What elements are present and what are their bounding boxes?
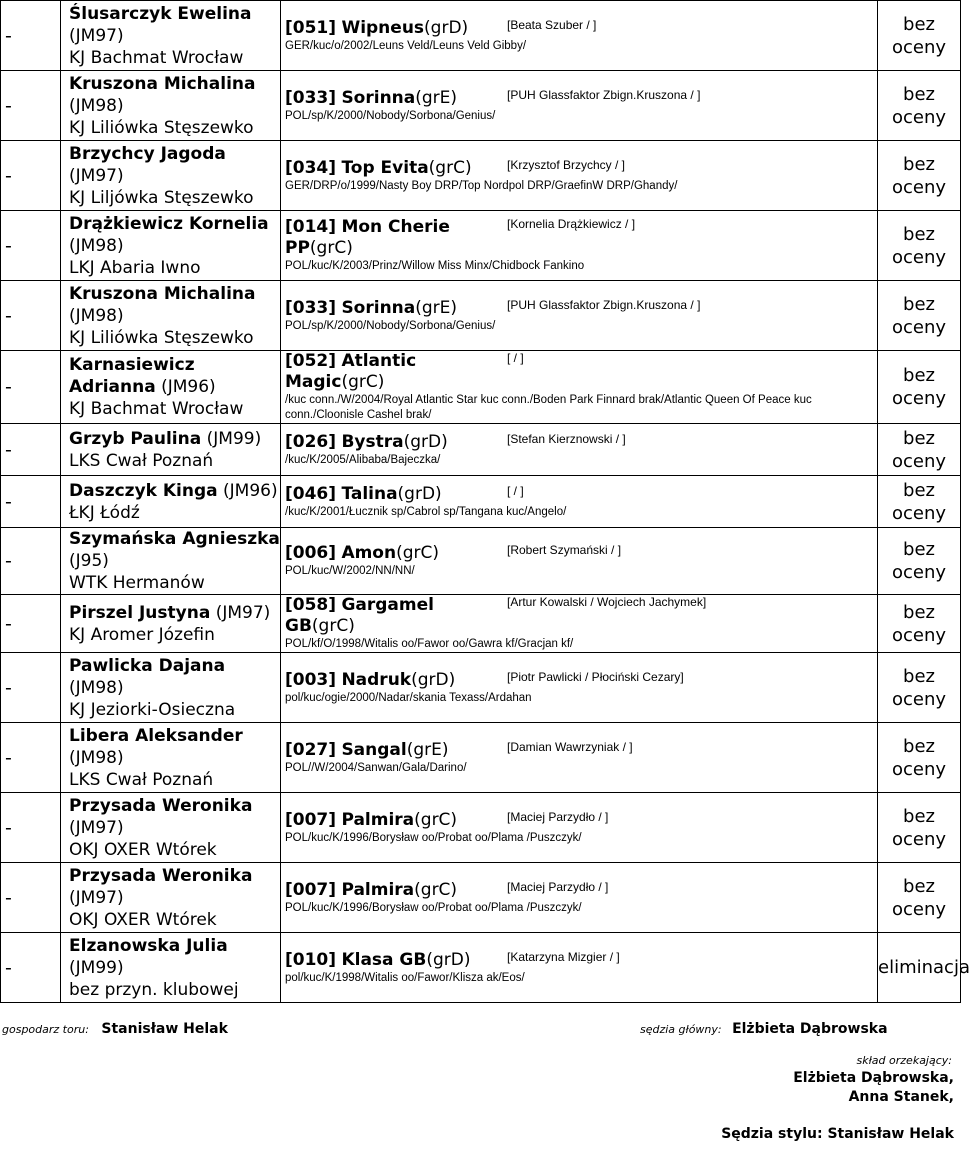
rider-name: Brzychcy Jagoda — [69, 143, 226, 164]
dash-mark: - — [5, 24, 12, 47]
table-row — [1, 281, 961, 351]
horse-title — [285, 484, 507, 505]
table-row — [1, 723, 961, 793]
rider-cell — [61, 595, 281, 653]
horse-pedigree: POL/kuc/W/2002/NN/NN/ — [285, 565, 415, 577]
horse-owner: [Damian Wawrzyniak / ] — [507, 739, 633, 754]
horse-cell — [281, 528, 878, 595]
rider-cell — [61, 71, 281, 141]
rider-club: LKS Cwał Poznań — [69, 450, 214, 471]
rider-cell — [61, 211, 281, 281]
rider-club: KJ Liliówka Stęszewko — [69, 327, 254, 348]
table-row — [1, 933, 961, 1003]
horse-owner: [Maciej Parzydło / ] — [507, 809, 609, 824]
horse-title — [285, 217, 507, 259]
horse-title — [285, 432, 507, 453]
score-value: bez oceny — [891, 223, 947, 268]
dash-mark: - — [5, 746, 12, 769]
horse-pedigree: /kuc conn./W/2004/Royal Atlantic Star kuc conn./Boden Park Finnard brak/Atlantic Queen Of Peace kuc conn./Cloonisle Cashel brak/ — [285, 394, 812, 421]
horse-cell — [281, 1, 878, 71]
horse-owner: [Beata Szuber / ] — [507, 17, 597, 32]
horse-number: [033] — [285, 297, 337, 318]
horse-number: [014] — [285, 217, 337, 237]
rider-name: Przysada Weronika — [69, 865, 253, 886]
horse-number: [033] — [285, 87, 337, 108]
horse-class: (grD) — [411, 669, 456, 690]
rider-class: (JM97) — [215, 602, 271, 623]
horse-title — [285, 950, 507, 971]
score-cell — [878, 933, 970, 1003]
horse-number: [046] — [285, 483, 337, 504]
jury-member-2: Anna Stanek, — [848, 1089, 954, 1105]
dash-mark: - — [5, 94, 12, 117]
dash-mark: - — [5, 550, 12, 572]
score-value: bez oceny — [891, 539, 947, 583]
horse-name: Wipneus — [341, 17, 425, 38]
horse-cell — [281, 595, 878, 653]
score-value: bez oceny — [891, 735, 947, 780]
horse-name: Sorinna — [341, 297, 416, 318]
score-cell — [878, 1, 961, 71]
row-dash — [1, 528, 61, 595]
score-cell — [878, 141, 961, 211]
horse-class: (grD) — [426, 949, 471, 970]
score-cell — [878, 793, 961, 863]
horse-pedigree: POL/sp/K/2000/Nobody/Sorbona/Genius/ — [285, 109, 496, 122]
horse-cell — [281, 351, 878, 424]
row-dash — [1, 71, 61, 141]
rider-name: Karnasiewicz Adrianna — [69, 355, 195, 397]
horse-name: Sangal — [341, 739, 407, 760]
horse-title — [285, 880, 507, 901]
rider-name: Kruszona Michalina — [69, 283, 256, 304]
rider-cell — [61, 351, 281, 424]
horse-cell — [281, 281, 878, 351]
score-value: bez oceny — [891, 83, 947, 128]
score-value: bez oceny — [891, 427, 947, 472]
table-row — [1, 141, 961, 211]
horse-owner: [Stefan Kierznowski / ] — [507, 431, 626, 446]
row-dash — [1, 793, 61, 863]
rider-name: Grzyb Paulina — [69, 428, 202, 449]
rider-cell — [61, 793, 281, 863]
row-dash — [1, 653, 61, 723]
horse-pedigree: pol/kuc/ogie/2000/Nadar/skania Texass/Ardahan — [285, 691, 532, 704]
horse-cell — [281, 863, 878, 933]
score-value: bez oceny — [891, 293, 947, 338]
score-cell — [878, 595, 961, 653]
table-row — [1, 653, 961, 723]
dash-mark: - — [5, 234, 12, 257]
horse-name: Nadruk — [341, 669, 412, 690]
rider-cell — [61, 933, 281, 1003]
score-value: eliminacja — [878, 957, 970, 978]
chief-judge-name: Elżbieta Dąbrowska — [732, 1021, 888, 1037]
rider-cell — [61, 281, 281, 351]
dash-mark: - — [5, 304, 12, 327]
score-cell — [878, 211, 961, 281]
course-host — [2, 1021, 228, 1037]
rider-name: Daszczyk Kinga — [69, 480, 218, 501]
rider-name: Pawlicka Dajana — [69, 655, 226, 676]
dash-mark: - — [5, 886, 12, 909]
score-value: bez oceny — [891, 365, 947, 409]
rider-class: (JM98) — [69, 747, 124, 768]
rider-club: bez przyn. klubowej — [69, 979, 239, 1000]
rider-cell — [61, 723, 281, 793]
horse-name: Sorinna — [341, 87, 416, 108]
dash-mark: - — [5, 376, 12, 398]
horse-pedigree: POL/kf/O/1998/Witalis oo/Fawor oo/Gawra kf/Gracjan kf/ — [285, 638, 574, 650]
horse-class: (grE) — [406, 739, 449, 760]
dash-mark: - — [5, 612, 12, 635]
horse-class: (grC) — [311, 616, 355, 636]
horse-owner: [Piotr Pawlicki / Płociński Cezary] — [507, 669, 684, 684]
horse-class: (grC) — [341, 372, 385, 392]
table-row — [1, 528, 961, 595]
score-cell — [878, 528, 961, 595]
row-dash — [1, 933, 61, 1003]
rider-class: (JM96) — [223, 480, 278, 501]
rider-name: Elzanowska Julia — [69, 935, 228, 956]
horse-number: [027] — [285, 739, 337, 760]
horse-pedigree: POL//W/2004/Sanwan/Gala/Darino/ — [285, 761, 467, 774]
horse-cell — [281, 653, 878, 723]
score-value: bez oceny — [891, 805, 947, 850]
score-cell — [878, 653, 961, 723]
horse-name: Klasa GB — [341, 949, 427, 970]
horse-number: [058] — [285, 595, 337, 615]
horse-pedigree: POL/sp/K/2000/Nobody/Sorbona/Genius/ — [285, 319, 496, 332]
rider-name: Drążkiewicz Kornelia — [69, 213, 269, 234]
horse-name: Top Evita — [341, 157, 429, 178]
row-dash — [1, 211, 61, 281]
dash-mark: - — [5, 676, 12, 699]
horse-number: [026] — [285, 431, 337, 452]
rider-class: (J95) — [69, 551, 109, 571]
horse-pedigree: POL/kuc/K/2003/Prinz/Willow Miss Minx/Chidbock Fankino — [285, 260, 585, 272]
row-dash — [1, 424, 61, 476]
rider-name: Kruszona Michalina — [69, 73, 256, 94]
horse-pedigree: /kuc/K/2001/Łucznik sp/Cabrol sp/Tangana kuc/Angelo/ — [285, 505, 567, 518]
table-row — [1, 211, 961, 281]
rider-club: WTK Hermanów — [69, 573, 205, 593]
horse-pedigree: pol/kuc/K/1998/Witalis oo/Fawor/Klisza ak/Eos/ — [285, 971, 525, 984]
horse-title — [285, 670, 507, 691]
score-cell — [878, 723, 961, 793]
horse-title — [285, 595, 507, 637]
horse-class: (grC) — [414, 809, 458, 830]
horse-number: [007] — [285, 879, 337, 900]
rider-cell — [61, 424, 281, 476]
row-dash — [1, 476, 61, 528]
horse-number: [051] — [285, 17, 337, 38]
style-judge: Sędzia stylu: Stanisław Helak — [721, 1126, 954, 1142]
dash-mark: - — [5, 816, 12, 839]
rider-cell — [61, 141, 281, 211]
score-cell — [878, 424, 961, 476]
horse-owner: [ / ] — [507, 483, 524, 498]
table-row — [1, 793, 961, 863]
horse-name: Amon — [341, 543, 397, 563]
row-dash — [1, 1, 61, 71]
horse-title — [285, 543, 507, 564]
table-row — [1, 476, 961, 528]
horse-owner: [Maciej Parzydło / ] — [507, 879, 609, 894]
dash-mark: - — [5, 438, 12, 461]
horse-class: (grC) — [414, 879, 458, 900]
horse-cell — [281, 424, 878, 476]
horse-owner: [Robert Szymański / ] — [507, 543, 622, 557]
horse-owner: [Katarzyna Mizgier / ] — [507, 949, 620, 964]
rider-class: (JM97) — [69, 817, 124, 838]
score-value: bez oceny — [891, 13, 947, 58]
chief-judge — [640, 1021, 888, 1037]
rider-club: KJ Liljówka Stęszewko — [69, 187, 254, 208]
rider-class: (JM97) — [69, 887, 124, 908]
rider-club: ŁKJ Łódź — [69, 502, 140, 523]
rider-cell — [61, 1, 281, 71]
row-dash — [1, 863, 61, 933]
horse-cell — [281, 793, 878, 863]
horse-cell — [281, 141, 878, 211]
horse-cell — [281, 723, 878, 793]
rider-club: KJ Liliówka Stęszewko — [69, 117, 254, 138]
horse-owner: [PUH Glassfaktor Zbign.Kruszona / ] — [507, 297, 701, 312]
horse-number: [006] — [285, 543, 337, 563]
horse-number: [010] — [285, 949, 337, 970]
horse-cell — [281, 476, 878, 528]
score-cell — [878, 71, 961, 141]
horse-class: (grD) — [403, 431, 448, 452]
horse-name: Talina — [341, 483, 398, 504]
score-value: bez oceny — [891, 665, 947, 710]
rider-cell — [61, 653, 281, 723]
dash-mark: - — [5, 490, 12, 513]
rider-class: (JM97) — [69, 25, 124, 46]
score-value: bez oceny — [891, 875, 947, 920]
horse-pedigree: GER/kuc/o/2002/Leuns Veld/Leuns Veld Gibby/ — [285, 39, 527, 52]
row-dash — [1, 595, 61, 653]
score-value: bez oceny — [891, 153, 947, 198]
jury-member-1: Elżbieta Dąbrowska, — [793, 1070, 954, 1086]
rider-club: KJ Jeziorki-Osieczna — [69, 699, 236, 720]
table-row — [1, 71, 961, 141]
horse-number: [052] — [285, 351, 337, 371]
jury-label: skład orzekający: — [856, 1054, 952, 1067]
score-cell — [878, 281, 961, 351]
results-body — [1, 1, 970, 1003]
horse-title — [285, 298, 507, 319]
rider-club: LKS Cwał Poznań — [69, 769, 214, 790]
score-value: bez oceny — [891, 479, 947, 524]
rider-class: (JM98) — [69, 305, 124, 326]
dash-mark: - — [5, 164, 12, 187]
horse-number: [007] — [285, 809, 337, 830]
rider-class: (JM99) — [69, 957, 124, 978]
rider-name: Przysada Weronika — [69, 795, 253, 816]
course-host-name: Stanisław Helak — [101, 1021, 228, 1037]
horse-name: Atlantic Magic — [285, 351, 417, 392]
rider-club: KJ Bachmat Wrocław — [69, 47, 244, 68]
horse-pedigree: /kuc/K/2005/Alibaba/Bajeczka/ — [285, 453, 441, 466]
horse-title — [285, 810, 507, 831]
score-value: bez oceny — [891, 601, 947, 646]
rider-class: (JM97) — [69, 165, 124, 186]
row-dash — [1, 723, 61, 793]
horse-owner: [ / ] — [507, 351, 524, 365]
rider-club: KJ Bachmat Wrocław — [69, 399, 244, 419]
score-cell — [878, 863, 961, 933]
rider-name: Pirszel Justyna — [69, 602, 211, 623]
course-host-label: gospodarz toru: — [2, 1023, 89, 1036]
rider-club: KJ Aromer Józefin — [69, 624, 215, 645]
horse-owner: [Artur Kowalski / Wojciech Jachymek] — [507, 595, 707, 609]
horse-name: Mon Cherie PP — [285, 217, 450, 258]
table-row — [1, 863, 961, 933]
row-dash — [1, 351, 61, 424]
rider-class: (JM98) — [69, 677, 124, 698]
horse-title — [285, 740, 507, 761]
horse-pedigree: POL/kuc/K/1996/Borysław oo/Probat oo/Plama /Puszczyk/ — [285, 831, 582, 844]
table-row — [1, 595, 961, 653]
horse-title — [285, 158, 507, 179]
horse-owner: [Kornelia Drążkiewicz / ] — [507, 217, 636, 231]
horse-class: (grE) — [415, 297, 458, 318]
horse-cell — [281, 71, 878, 141]
horse-class: (grC) — [396, 543, 440, 563]
horse-title — [285, 351, 507, 393]
horse-cell — [281, 933, 878, 1003]
horse-title — [285, 88, 507, 109]
table-row — [1, 424, 961, 476]
rider-class: (JM96) — [161, 377, 216, 397]
row-dash — [1, 281, 61, 351]
score-cell — [878, 351, 961, 424]
horse-number: [003] — [285, 669, 337, 690]
horse-owner: [Krzysztof Brzychcy / ] — [507, 157, 626, 172]
horse-class: (grC) — [428, 157, 472, 178]
horse-class: (grD) — [424, 17, 469, 38]
table-row — [1, 351, 961, 424]
horse-pedigree: GER/DRP/o/1999/Nasty Boy DRP/Top Nordpol DRP/GraefinW DRP/Ghandy/ — [285, 179, 678, 192]
rider-name: Libera Aleksander — [69, 725, 243, 746]
rider-club: LKJ Abaria Iwno — [69, 257, 201, 278]
horse-name: Gargamel GB — [285, 595, 434, 636]
horse-class: (grD) — [397, 483, 442, 504]
horse-name: Palmira — [341, 879, 415, 900]
rider-class: (JM98) — [69, 235, 124, 256]
horse-pedigree: POL/kuc/K/1996/Borysław oo/Probat oo/Plama /Puszczyk/ — [285, 901, 582, 914]
score-cell — [878, 476, 961, 528]
horse-class: (grE) — [415, 87, 458, 108]
rider-class: (JM98) — [69, 95, 124, 116]
horse-name: Palmira — [341, 809, 415, 830]
chief-judge-label: sędzia główny: — [640, 1023, 722, 1036]
table-row — [1, 1, 961, 71]
rider-cell — [61, 863, 281, 933]
horse-name: Bystra — [341, 431, 404, 452]
horse-owner: [PUH Glassfaktor Zbign.Kruszona / ] — [507, 87, 701, 102]
dash-mark: - — [5, 956, 12, 979]
horse-class: (grC) — [309, 238, 353, 258]
rider-class: (JM99) — [206, 428, 262, 449]
horse-number: [034] — [285, 157, 337, 178]
horse-title — [285, 18, 507, 39]
rider-cell — [61, 476, 281, 528]
horse-cell — [281, 211, 878, 281]
rider-name: Ślusarczyk Ewelina — [69, 3, 252, 24]
rider-name: Szymańska Agnieszka — [69, 529, 280, 549]
rider-club: OKJ OXER Wtórek — [69, 839, 217, 860]
rider-cell — [61, 528, 281, 595]
row-dash — [1, 141, 61, 211]
rider-club: OKJ OXER Wtórek — [69, 909, 217, 930]
